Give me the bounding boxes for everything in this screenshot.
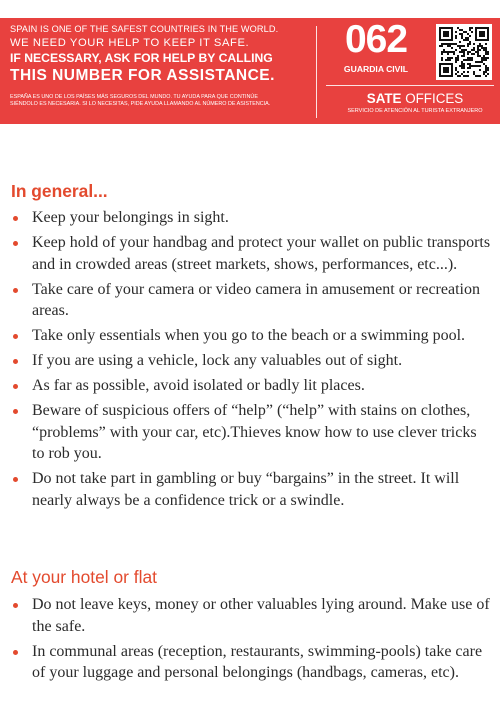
banner-horizontal-divider: [326, 85, 494, 86]
emergency-phone-number: 062: [344, 18, 408, 61]
banner-spanish-line-2: SIÉNDOLO ES NECESARIA. SI LO NECESITAS, PIDE AYUDA LLAMANDO AL NÚMERO DE ASISTENCIA.: [10, 101, 271, 107]
list-item-text: Do not take part in gambling or buy “bargains” in the street. It will nearly always be a confidence trick or a swindle.: [32, 470, 460, 509]
section-title-general: In general...: [11, 181, 108, 201]
qr-code-graphic: [436, 24, 492, 80]
bullet-icon: [13, 334, 18, 339]
bullet-icon: [13, 359, 18, 364]
list-item-text: Beware of suspicious offers of “help” (“help” with stains on clothes, “problems” with your car, etc).Thieves know how to use clever tricks to rob you.: [32, 402, 477, 462]
list-item: [12, 325, 492, 347]
bullet-icon: [13, 216, 18, 221]
hotel-tips-list: [12, 594, 492, 687]
bullet-icon: [13, 477, 18, 482]
sate-bold: SATE: [366, 91, 402, 106]
list-item: [12, 400, 492, 465]
qr-code-icon: [436, 24, 492, 80]
list-item: [12, 594, 492, 637]
list-item-text: Keep your belongings in sight.: [32, 209, 229, 226]
emergency-phone-label: GUARDIA CIVIL: [343, 64, 409, 74]
list-item: [12, 207, 492, 229]
banner-line-3: IF NECESSARY, ASK FOR HELP BY CALLING: [10, 51, 273, 65]
list-item-text: If you are using a vehicle, lock any valuables out of sight.: [32, 352, 403, 369]
list-item-text: Do not leave keys, money or other valuables lying around. Make use of the safe.: [32, 596, 490, 635]
bullet-icon: [13, 288, 18, 293]
emergency-banner: [0, 18, 500, 124]
bullet-icon: [13, 384, 18, 389]
banner-line-4: THIS NUMBER FOR ASSISTANCE.: [10, 67, 275, 84]
banner-message: [10, 24, 308, 108]
sate-offices-title: [330, 91, 500, 107]
general-tips-list: [12, 207, 492, 515]
list-item: [12, 375, 492, 397]
list-item: [12, 279, 492, 322]
sate-rest: OFFICES: [401, 91, 464, 106]
bullet-icon: [13, 650, 18, 655]
sate-offices-subtitle: SERVICIO DE ATENCIÓN AL TURISTA EXTRANJERO: [347, 108, 483, 114]
list-item-text: In communal areas (reception, restaurants, swimming-pools) take care of your luggage and personal belongings (handbags, cameras, etc).: [32, 642, 483, 681]
list-item: [12, 641, 492, 684]
banner-line-1: SPAIN IS ONE OF THE SAFEST COUNTRIES IN THE WORLD.: [10, 24, 279, 34]
bullet-icon: [13, 241, 18, 246]
banner-line-2: WE NEED YOUR HELP TO KEEP IT SAFE.: [10, 37, 250, 49]
section-title-hotel: At your hotel or flat: [11, 567, 157, 587]
list-item-text: As far as possible, avoid isolated or badly lit places.: [32, 377, 365, 394]
banner-spanish-line-1: ESPAÑA ES UNO DE LOS PAÍSES MÁS SEGUROS DEL MUNDO. TU AYUDA PARA QUE CONTINÚE: [10, 94, 258, 100]
bullet-icon: [13, 603, 18, 608]
list-item-text: Take care of your camera or video camera in amusement or recreation areas.: [32, 280, 480, 319]
list-item: [12, 350, 492, 372]
bullet-icon: [13, 409, 18, 414]
list-item: [12, 232, 492, 275]
list-item: [12, 468, 492, 511]
banner-divider: [316, 26, 317, 118]
list-item-text: Take only essentials when you go to the beach or a swimming pool.: [32, 327, 466, 344]
list-item-text: Keep hold of your handbag and protect your wallet on public transports and in crowded areas (street markets, shows, performances, etc...).: [32, 234, 491, 273]
